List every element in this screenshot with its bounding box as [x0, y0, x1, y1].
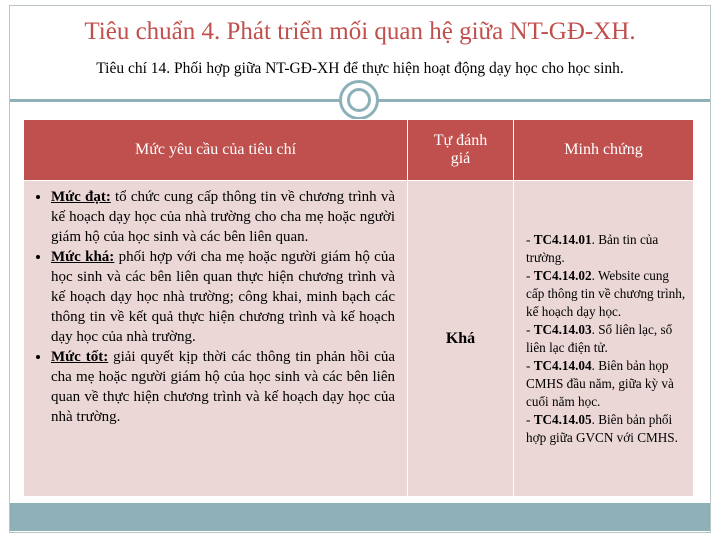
evidence-code: TC4.14.02 — [533, 267, 592, 283]
header-self-rating: Tự đánh giá — [408, 120, 514, 181]
evidence-prefix: - — [526, 231, 534, 247]
evidence-prefix: - — [526, 411, 534, 427]
evidence-text: . Biên bản phối hợp giữa GVCN với CMHS. — [526, 411, 678, 445]
evidence-text: . Sổ liên lạc, sổ liên lạc điện tử. — [526, 321, 673, 355]
requirement-cell — [24, 181, 408, 497]
evidence-list — [526, 231, 687, 447]
evidence-item — [526, 231, 687, 267]
evidence-prefix: - — [526, 357, 534, 373]
evidence-code: TC4.14.03 — [533, 321, 592, 337]
table-row — [24, 181, 694, 497]
evidence-cell — [514, 181, 694, 497]
evidence-text: . Biên bản họp CMHS đầu năm, giữa kỳ và cuối năm học. — [526, 357, 674, 409]
circle-ornament-icon — [339, 80, 379, 120]
header-evidence: Minh chứng — [514, 120, 694, 181]
level-text: phối hợp với cha mẹ hoặc người giám hộ của học sinh và các bên liên quan thực hiện chương trình và kế hoạch dạy học nhà trường; công khai, minh bạch các thông tin về kết quả thực hiện chương trình và kế hoạch dạy học của nhà trường. — [51, 249, 395, 345]
list-item — [51, 247, 395, 347]
level-text: tổ chức cung cấp thông tin về chương trình và kế hoạch dạy học của nhà trường cho cha mẹ hoặc người giám hộ của học sinh và các bên liên quan. — [51, 189, 395, 245]
footer-bar — [10, 503, 710, 531]
self-rating-value: Khá — [408, 181, 514, 497]
evidence-item — [526, 267, 687, 321]
evidence-item — [526, 411, 687, 447]
evidence-prefix: - — [526, 267, 534, 283]
header-requirement: Mức yêu cầu của tiêu chí — [24, 120, 408, 181]
evidence-prefix: - — [526, 321, 534, 337]
level-label: Mức đạt: — [51, 189, 111, 205]
requirement-list — [24, 187, 407, 428]
slide-title: Tiêu chuẩn 4. Phát triển mối quan hệ giữa NT-GĐ-XH. — [84, 18, 636, 45]
evidence-code: TC4.14.01 — [533, 231, 592, 247]
level-label: Mức khá: — [51, 249, 115, 266]
evidence-item — [526, 357, 687, 411]
evidence-code: TC4.14.04 — [533, 357, 592, 373]
level-label: Mức tốt: — [51, 349, 109, 366]
list-item — [51, 347, 395, 427]
list-item — [51, 187, 395, 247]
evidence-code: TC4.14.05 — [533, 411, 592, 427]
criteria-table — [23, 119, 694, 497]
table-header-row — [24, 120, 694, 181]
evidence-text: . Website cung cấp thông tin về chương trình, kế hoạch dạy học. — [526, 267, 686, 319]
level-text: giải quyết kịp thời các thông tin phản hồi của cha mẹ hoặc người giám hộ của học sinh và các bên liên quan về thực hiện chương trình và kế hoạch dạy học của nhà trường. — [51, 349, 395, 425]
slide-subtitle: Tiêu chí 14. Phối hợp giữa NT-GĐ-XH để thực hiện hoạt động dạy học cho học sinh. — [96, 60, 624, 77]
evidence-text: . Bản tin của trường. — [526, 231, 659, 265]
evidence-item — [526, 321, 687, 357]
